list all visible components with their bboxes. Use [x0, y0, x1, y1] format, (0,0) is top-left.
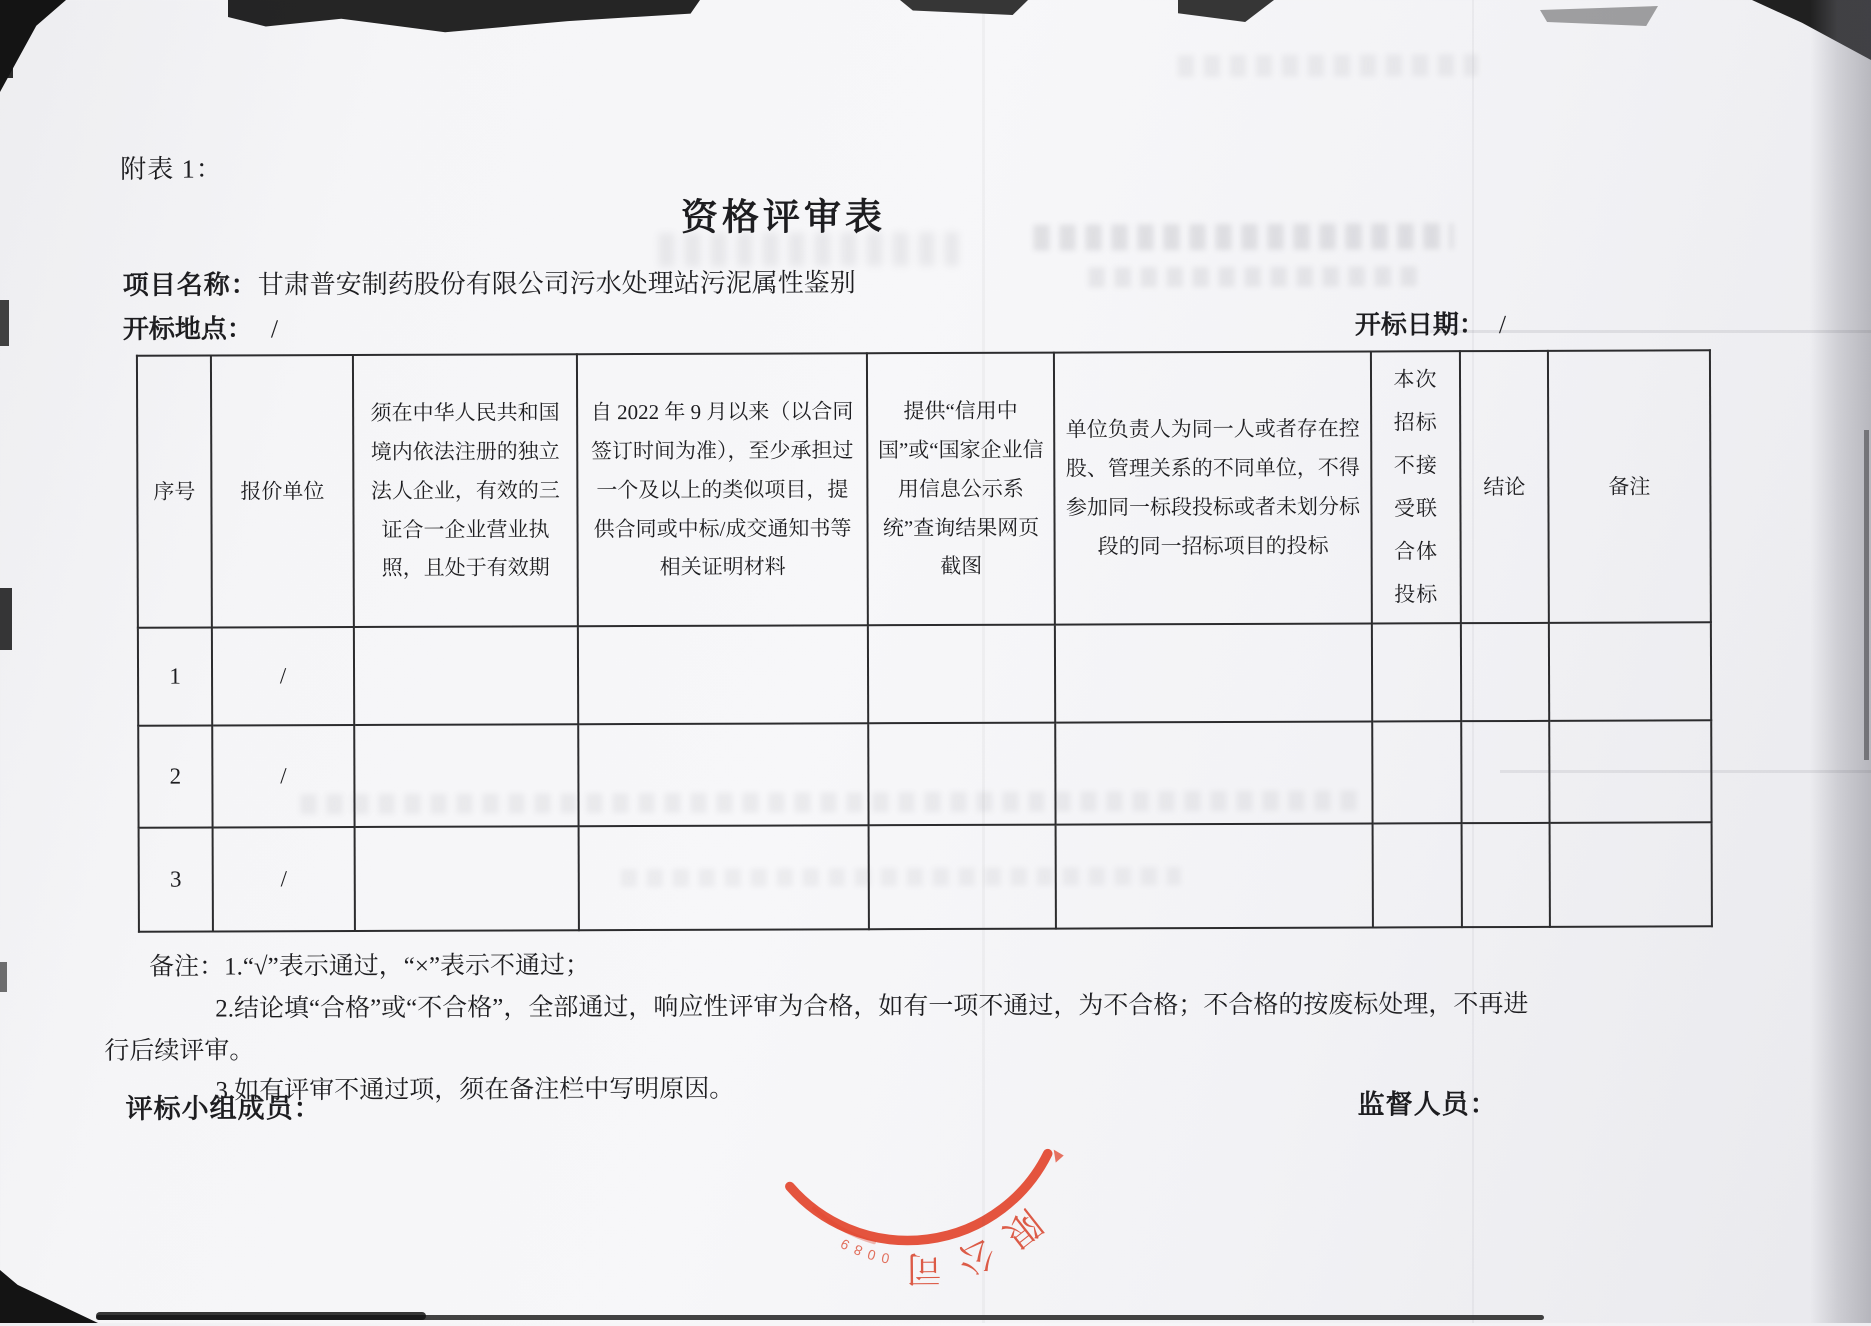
empty-cell — [1373, 823, 1462, 927]
row-seq: 1 — [138, 628, 212, 726]
scan-artifact-edge — [0, 962, 7, 992]
project-name-label: 项目名称： — [122, 270, 258, 300]
note-line-2-continuation: 行后续评审。 — [104, 1037, 255, 1065]
bid-opening-location-value: / — [270, 314, 279, 344]
scan-artifact-edge — [96, 1312, 426, 1320]
paper-fold-line — [1472, 0, 1474, 1323]
note-line-3: 3.如有评审不通过项，须在备注栏中写明原因。 — [215, 1075, 735, 1105]
project-name-line — [123, 262, 856, 302]
seal-text: 限公司 — [891, 1201, 1050, 1289]
header-criterion-credit-screenshot: 提供“信用中国”或“国家企业信用信息公示系统”查询结果网页截图 — [867, 353, 1055, 626]
paper-fold-line — [982, 0, 985, 1323]
header-criterion-no-consortium: 本次招标不接受联合体投标 — [1371, 351, 1461, 624]
header-bidder: 报价单位 — [211, 355, 354, 628]
empty-cell — [1461, 623, 1549, 721]
attachment-label: 附表 1： — [120, 154, 223, 184]
company-seal-stamp — [754, 1131, 1085, 1292]
bleed-through-artifact — [300, 791, 1360, 815]
header-criterion-registration: 须在中华人民共和国境内依法注册的独立法人企业，有效的三证合一企业营业执照，且处于有效期 — [353, 354, 578, 627]
empty-cell — [578, 626, 868, 725]
paper-fold-line — [1430, 330, 1871, 333]
bid-opening-date-line — [1355, 304, 1506, 342]
empty-cell — [1549, 623, 1711, 722]
note-line-2: 2.结论填“合格”或“不合格”，全部通过，响应性评审为合格，如有一项不通过，为不合格；不合格的按废标处理，不再进 — [215, 990, 1529, 1023]
paper-edge-shadow — [1810, 0, 1871, 1323]
empty-cell — [1372, 623, 1461, 721]
header-conclusion: 结论 — [1460, 351, 1549, 624]
scan-artifact-edge — [0, 12, 13, 78]
empty-cell — [354, 627, 578, 726]
bleed-through-artifact — [1178, 54, 1478, 77]
row-bidder: / — [213, 827, 355, 931]
bleed-through-artifact — [621, 867, 1181, 887]
row-seq: 3 — [139, 828, 213, 932]
empty-cell — [355, 827, 579, 932]
empty-cell — [868, 625, 1055, 724]
bleed-through-artifact — [659, 232, 959, 267]
table-header-row — [137, 350, 1711, 628]
empty-cell — [1550, 823, 1712, 928]
project-name-value: 甘肃普安制药股份有限公司污水处理站污泥属性鉴别 — [257, 268, 856, 300]
paper-fold-line — [1500, 770, 1871, 773]
table-row — [138, 623, 1711, 726]
bleed-through-artifact — [1033, 223, 1453, 250]
bleed-through-artifact — [1089, 266, 1419, 287]
row-bidder: / — [212, 725, 354, 827]
qualification-review-table — [136, 349, 1713, 933]
empty-cell — [1055, 624, 1372, 723]
bid-opening-location-label: 开标地点： — [122, 314, 253, 344]
seal-fleck — [1054, 1150, 1064, 1163]
row-seq: 2 — [138, 726, 212, 828]
bid-opening-location-line — [123, 308, 278, 346]
scan-artifact-edge — [0, 588, 12, 650]
empty-cell — [1462, 823, 1550, 927]
document-title: 资格评审表 — [680, 197, 887, 239]
row-bidder: / — [212, 627, 354, 725]
evaluation-team-signature-label: 评标小组成员： — [125, 1093, 322, 1124]
note-line-1: 备注：1.“√”表示通过，“×”表示不通过； — [149, 952, 591, 981]
supervisor-signature-label: 监督人员： — [1357, 1089, 1498, 1120]
header-criterion-same-controller: 单位负责人为同一人或者存在控股、管理关系的不同单位，不得参加同一标段投标或者未划分标段的同一招标项目的投标 — [1054, 351, 1372, 624]
header-remarks: 备注 — [1548, 350, 1711, 623]
bid-opening-date-label: 开标日期： — [1354, 310, 1485, 340]
seal-serial-digits: 0089 — [832, 1232, 891, 1267]
empty-cell — [1372, 721, 1461, 823]
bid-opening-date-value: / — [1498, 310, 1507, 340]
header-criterion-similar-projects: 自 2022 年 9 月以来（以合同签订时间为准），至少承担过一个及以上的类似项目，提供合同或中标/成交通知书等相关证明材料 — [577, 353, 868, 626]
header-seq: 序号 — [137, 356, 212, 629]
scan-artifact-edge — [0, 300, 9, 346]
